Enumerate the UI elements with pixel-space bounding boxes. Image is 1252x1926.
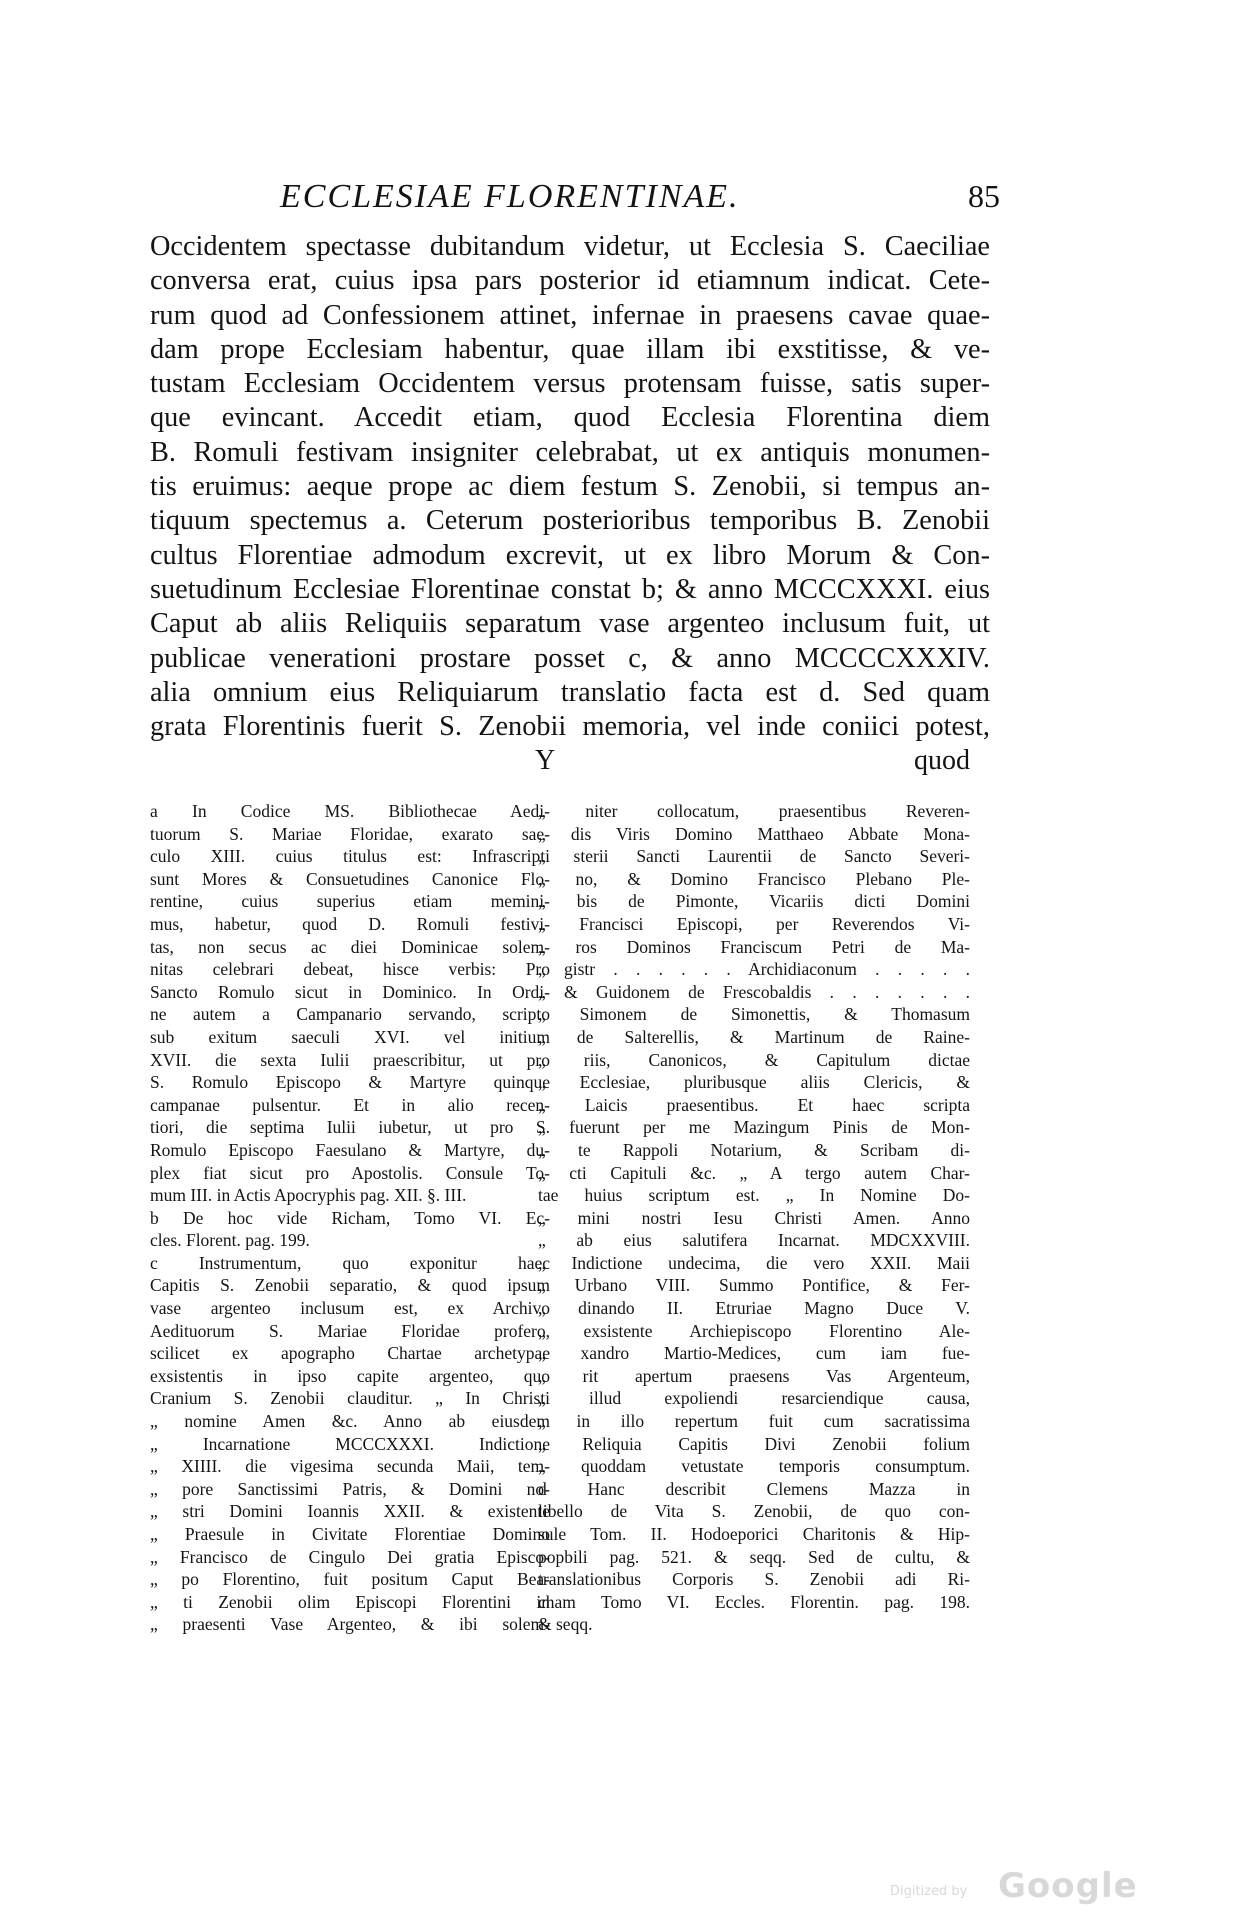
footnote-line: cham Tomo VI. Eccles. Florentin. pag. 198. (538, 1591, 970, 1612)
watermark-logo-text: Google (998, 1866, 1138, 1906)
footnote-line: „ gistr . . . . . . Archidiaconum . . . . . (538, 959, 970, 980)
footnotes-left-column (150, 800, 550, 1636)
footnote-line: & seqq. (538, 1614, 593, 1635)
footnote-line: cles. Florent. pag. 199. (150, 1230, 310, 1251)
text-line: publicae venerationi prostare posset c, & anno MCCCCXXXIV. (150, 642, 990, 674)
text-line: alia omnium eius Reliquiarum translatio facta est d. Sed quam (150, 676, 990, 708)
footnote-line: d Hanc describit Clemens Mazza in (538, 1478, 970, 1499)
text-line: cultus Florentiae admodum excrevit, ut ex libro Morum & Con- (150, 539, 990, 571)
footnote-line: exsistentis in ipso capite argenteo, quo (150, 1365, 550, 1386)
footnote-line: translationibus Corporis S. Zenobii adi Ri- (538, 1569, 970, 1590)
footnote-line: „ Francisco de Cingulo Dei gratia Episco- (150, 1546, 550, 1567)
footnote-line: „ bis de Pimonte, Vicariis dicti Domini (538, 891, 970, 912)
footnote-line: ne autem a Campanario servando, scripto (150, 1004, 550, 1025)
footnote-line: „ no, & Domino Francisco Plebano Ple- (538, 868, 970, 889)
footnote-line: „ xandro Martio-Medices, cum iam fue- (538, 1343, 970, 1364)
footnote-line: „ Ecclesiae, pluribusque aliis Clericis, & (538, 1072, 970, 1093)
footnote-line: „ mini nostri Iesu Christi Amen. Anno (538, 1207, 970, 1228)
footnote-line: „ te Rappoli Notarium, & Scribam di- (538, 1139, 970, 1160)
text-line: Occidentem spectasse dubitandum videtur, ut Ecclesia S. Caeciliae (150, 231, 990, 262)
footnote-line: sub exitum saeculi XVI. vel initium (150, 1026, 550, 1047)
footnote-line: tae huius scriptum est. „ In Nomine Do- (538, 1185, 970, 1206)
footnote-line: „ Reliquia Capitis Divi Zenobii folium (538, 1433, 970, 1454)
footnote-line: popbili pag. 521. & seqq. Sed de cultu, & (538, 1546, 970, 1567)
footnote-line: „ ti Zenobii olim Episcopi Florentini in (150, 1591, 550, 1612)
text-line: tiquum spectemus a. Ceterum posterioribus temporibus B. Zenobii (150, 505, 990, 537)
footnote-line: rentine, cuius superius etiam memini- (150, 891, 550, 912)
text-line: tustam Ecclesiam Occidentem versus protensam fuisse, satis super- (150, 368, 990, 400)
footnote-line: „ pore Sanctissimi Patris, & Domini no- (150, 1478, 550, 1499)
footnote-line: Romulo Episcopo Faesulano & Martyre, du- (150, 1139, 550, 1160)
signature-mark: Y (535, 745, 556, 776)
footnote-line: sule Tom. II. Hodoeporici Charitonis & Hip- (538, 1524, 970, 1544)
text-line: suetudinum Ecclesiae Florentinae constat b; & anno MCCCXXXI. eius (150, 573, 990, 605)
footnote-line: „ nomine Amen &c. Anno ab eiusdem (150, 1411, 550, 1432)
footnote-line: tuorum S. Mariae Floridae, exarato sae- (150, 823, 550, 844)
footnote-line: mum III. in Actis Apocryphis pag. XII. §. III. (150, 1185, 467, 1206)
text-line: grata Florentinis fuerit S. Zenobii memoria, vel inde coniici potest, (150, 711, 990, 743)
footnotes-right-column (538, 800, 970, 1636)
main-text-block (150, 230, 990, 744)
footnote-line: Sancto Romulo sicut in Dominico. In Ordi- (150, 981, 550, 1002)
footnote-line: „ po Florentino, fuit positum Caput Bea- (150, 1569, 550, 1590)
footnote-line: scilicet ex apographo Chartae archetypae (150, 1343, 550, 1364)
footnote-line: „ exsistente Archiepiscopo Florentino Ale- (538, 1320, 970, 1341)
footnote-line: campanae pulsentur. Et in alio recen- (150, 1094, 550, 1115)
footnote-line: „ de Salterellis, & Martinum de Raine- (538, 1026, 970, 1047)
text-line: rum quod ad Confessionem attinet, infernae in praesens cavae quae- (150, 299, 990, 331)
footnote-line: „ sterii Sancti Laurentii de Sancto Severi- (538, 846, 970, 867)
footnote-line: vase argenteo inclusum est, ex Archivo (150, 1298, 550, 1319)
footnote-line: „ Laicis praesentibus. Et haec scripta (538, 1094, 970, 1115)
watermark-small-text: Digitized by (890, 1884, 968, 1899)
footnote-line: „ XIIII. die vigesima secunda Maii, tem- (150, 1456, 550, 1477)
footnote-line: „ stri Domini Ioannis XXII. & existente (150, 1501, 550, 1522)
footnote-line: „ illud expoliendi resarciendique causa, (538, 1388, 970, 1409)
text-line: que evincant. Accedit etiam, quod Ecclesia Florentina diem (150, 402, 990, 434)
footnote-line: plex fiat sicut pro Apostolis. Consule To- (150, 1162, 550, 1183)
signature-line (150, 745, 970, 781)
footnote-line: „ & Guidonem de Frescobaldis . . . . . . . (538, 981, 970, 1002)
footnote-line: tiori, die septima Iulii iubetur, ut pro S. (150, 1117, 550, 1138)
text-line: dam prope Ecclesiam habentur, quae illam ibi exstitisse, & ve- (150, 333, 990, 365)
footnote-line: „ ros Dominos Franciscum Petri de Ma- (538, 936, 970, 957)
footnote-line: „ quoddam vetustate temporis consumptum. (538, 1456, 970, 1477)
footnote-line: „ Simonem de Simonettis, & Thomasum (538, 1004, 970, 1025)
footnote-line: „ Indictione undecima, die vero XXII. Maii (538, 1252, 970, 1273)
footnote-line: „ Incarnatione MCCCXXXI. Indictione (150, 1433, 550, 1454)
footnote-line: mus, habetur, quod D. Romuli festivi- (150, 913, 550, 934)
footnote-line: „ Urbano VIII. Summo Pontifice, & Fer- (538, 1275, 970, 1296)
footnote-line: „ dis Viris Domino Matthaeo Abbate Mona- (538, 823, 970, 844)
running-title: ECCLESIAE FLORENTINAE. (280, 178, 740, 215)
footnote-line: „ praesenti Vase Argenteo, & ibi solem- (150, 1614, 550, 1635)
text-line: Caput ab aliis Reliquiis separatum vase argenteo inclusum fuit, ut (150, 608, 990, 640)
footnote-line: „ Praesule in Civitate Florentiae Domino (150, 1524, 550, 1544)
footnote-line: sunt Mores & Consuetudines Canonice Flo- (150, 868, 550, 889)
footnote-line: „ dinando II. Etruriae Magno Duce V. (538, 1298, 970, 1319)
footnote-line: „ riis, Canonicos, & Capitulum dictae (538, 1049, 970, 1070)
footnote-line: XVII. die sexta Iulii praescribitur, ut pro (150, 1049, 550, 1070)
footnote-line: libello de Vita S. Zenobii, de quo con- (538, 1501, 970, 1522)
footnote-line: „ ab eius salutifera Incarnat. MDCXXVIII. (538, 1230, 970, 1251)
footnote-line: culo XIII. cuius titulus est: Infrascripti (150, 846, 550, 867)
footnote-line: „ fuerunt per me Mazingum Pinis de Mon- (538, 1117, 970, 1138)
footnote-line: „ cti Capituli &c. „ A tergo autem Char- (538, 1162, 970, 1183)
catchword: quod (914, 745, 970, 776)
footnote-line: Cranium S. Zenobii clauditur. „ In Christi (150, 1388, 550, 1409)
footnote-line: „ Francisci Episcopi, per Reverendos Vi- (538, 913, 970, 934)
footnote-line: „ niter collocatum, praesentibus Reveren- (538, 801, 970, 821)
footnote-line: „ in illo repertum fuit cum sacratissima (538, 1411, 970, 1432)
page-number: 85 (968, 178, 1000, 214)
footnote-line: S. Romulo Episcopo & Martyre quinque (150, 1072, 550, 1093)
text-line: conversa erat, cuius ipsa pars posterior id etiamnum indicat. Cete- (150, 265, 990, 297)
footnote-line: „ rit apertum praesens Vas Argenteum, (538, 1365, 970, 1386)
text-line: tis eruimus: aeque prope ac diem festum S. Zenobii, si tempus an- (150, 471, 990, 503)
page-header (280, 178, 1000, 224)
footnote-line: tas, non secus ac diei Dominicae solem- (150, 936, 550, 957)
footnote-line: Capitis S. Zenobii separatio, & quod ipsum (150, 1275, 550, 1296)
footnote-line: a In Codice MS. Bibliothecae Aedi- (150, 801, 550, 821)
footnote-line: Aedituorum S. Mariae Floridae profero, (150, 1320, 550, 1341)
footnote-line: nitas celebrari debeat, hisce verbis: Pro (150, 959, 550, 980)
footnote-line: b De hoc vide Richam, Tomo VI. Ec- (150, 1207, 550, 1228)
digitized-watermark (890, 1866, 1150, 1910)
footnote-line: c Instrumentum, quo exponitur haec (150, 1252, 550, 1273)
text-line: B. Romuli festivam insigniter celebrabat, ut ex antiquis monumen- (150, 436, 990, 468)
